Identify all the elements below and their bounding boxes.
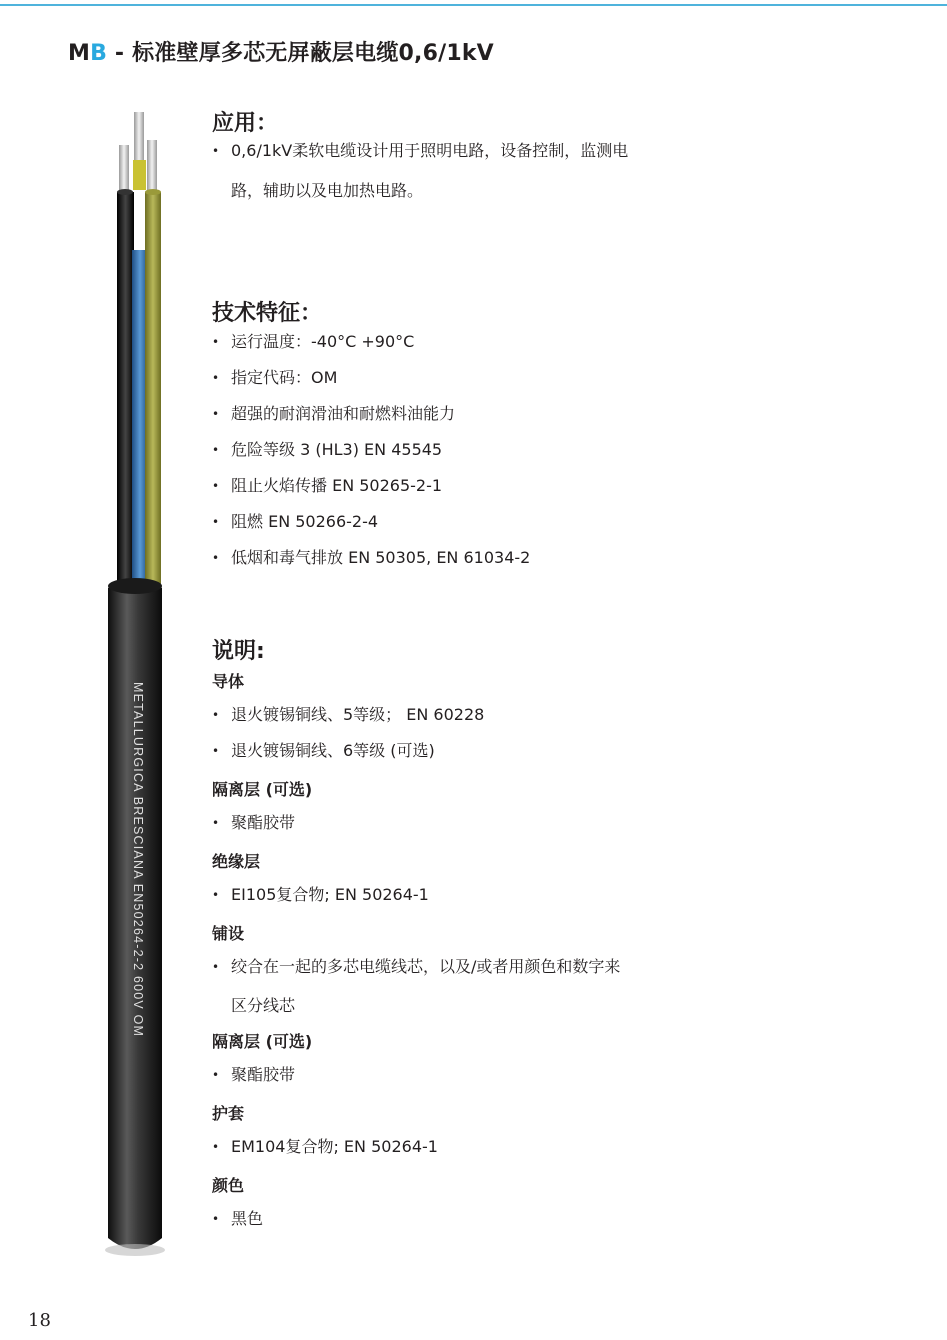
bullet-icon: • [212,1140,220,1154]
features-title: 技术特征： [212,301,323,326]
list-item-continuation: 路，辅助以及电加热电路。 [231,181,424,200]
bullet-icon: • [212,144,220,158]
bullet-icon: • [212,335,220,349]
core-black [117,192,134,584]
bullet-icon: • [212,443,220,457]
list-item: • 退火镀锡铜线、5等级； EN 60228 [212,697,484,733]
list-item: • 聚酯胶带 [212,1057,295,1093]
list-item: • 阻燃 EN 50266-2-4 [212,504,378,540]
list-item: • EM104复合物; EN 50264-1 [212,1129,438,1165]
core-yellow-tip [133,160,146,190]
top-rule [0,4,947,6]
insulation-title: 绝缘层 [212,852,261,871]
bullet-icon: • [212,816,220,830]
sheath-shadow [105,1244,165,1256]
core-top-yg [145,189,161,195]
bullet-icon: • [212,708,220,722]
applications-title: 应用： [212,111,279,136]
conductor-left [119,145,129,195]
color-title: 颜色 [212,1176,245,1195]
core-yellow-green [145,192,161,584]
sheath-top [108,578,162,594]
list-item: • 黑色 [212,1201,263,1237]
list-item-continuation: 区分线芯 [231,996,296,1015]
bullet-icon: • [212,479,220,493]
cable-illustration [100,100,180,1270]
page-number: 18 [28,1310,51,1331]
list-item: • 低烟和毒气排放 EN 50305, EN 61034-2 [212,540,530,576]
list-item: • 运行温度：-40°C +90°C [212,324,414,360]
list-item: • 0,6/1kV柔软电缆设计用于照明电路，设备控制，监测电 [212,133,628,169]
cable-print-text: METALLURGICA BRESCIANA EN50264-2-2 600V OM [131,682,145,1038]
list-item: • 退火镀锡铜线、6等级 (可选) [212,733,435,769]
list-item: • 聚酯胶带 [212,805,295,841]
list-item: • 阻止火焰传播 EN 50265-2-1 [212,468,442,504]
list-item: • 绞合在一起的多芯电缆线芯，以及/或者用颜色和数字来 [212,949,620,985]
separator-title: 隔离层 (可选) [212,780,313,799]
separator-title: 隔离层 (可选) [212,1032,313,1051]
bullet-icon: • [212,1212,220,1226]
laying-title: 铺设 [212,924,245,943]
bullet-icon: • [212,551,220,565]
conductor-right [147,140,157,195]
list-item: • EI105复合物; EN 50264-1 [212,877,429,913]
description-title: 说明: [212,639,265,664]
list-item: • 超强的耐润滑油和耐燃料油能力 [212,396,455,432]
bullet-icon: • [212,960,220,974]
bullet-icon: • [212,888,220,902]
list-item: • 指定代码：OM [212,360,337,396]
sheath-title: 护套 [212,1104,245,1123]
bullet-icon: • [212,407,220,421]
bullet-icon: • [212,744,220,758]
bullet-icon: • [212,515,220,529]
bullet-icon: • [212,371,220,385]
list-item: • 危险等级 3 (HL3) EN 45545 [212,432,442,468]
core-top-black [117,189,133,195]
conductor-title: 导体 [212,672,245,691]
page-title: MB - 标准壁厚多芯无屏蔽层电缆0,6/1kV [68,41,494,66]
bullet-icon: • [212,1068,220,1082]
